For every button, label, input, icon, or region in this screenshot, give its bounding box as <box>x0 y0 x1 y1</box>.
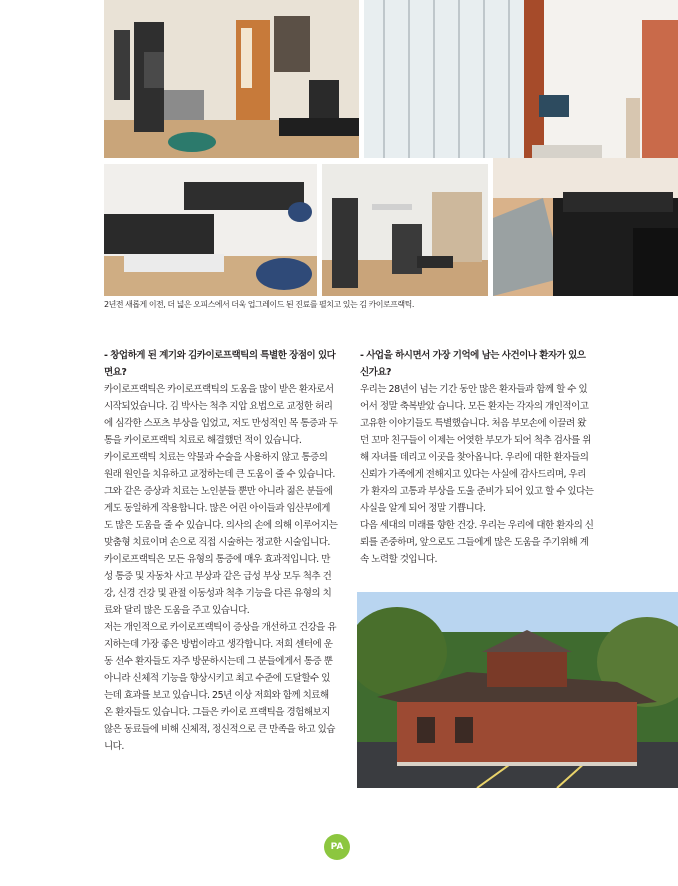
photo-lobby <box>364 0 678 158</box>
answer-paragraph: 저는 개인적으로 카이로프랙틱이 증상을 개선하고 건강을 유지하는데 가장 좋은 방법이라고 생각합니다. 저희 센터에 운동 선수 환자들도 자주 방문하시는데 그 분들에게서 통증 뿐 아니라 신체적 기능을 향상시키고 최고 수준에 도달할수 있는데 효과를 보고 있습니다. 25년 이상 저희와 함께 치료해 온 환자들도 있습니다. 그들은 카이로 프랙틱을 경험해보지 않은 동료들에 비해 신체적, 정신적으로 큰 만족을 하고 있습니다. <box>104 622 337 752</box>
article-column-left <box>104 347 338 755</box>
page-badge: PA <box>324 834 350 860</box>
photo-exercise-room <box>322 164 488 296</box>
answer-paragraph: 카이로프랙틱은 모든 유형의 통증에 매우 효과적입니다. 만성 통증 및 자동차 사고 부상과 같은 급성 부상 모두 척추 건강, 신경 건강 및 관절 이동성과 척추 기능을 다른 유형의 치료와 달리 많은 도움을 주고 있습니다. <box>104 554 332 616</box>
interview-question: - 창업하게 된 계기와 김카이로프랙틱의 특별한 장점이 있다면요? <box>104 350 336 378</box>
photo-building-exterior <box>357 592 678 788</box>
answer-paragraph: 다음 세대의 미래를 향한 건강. 우리는 우리에 대한 환자의 신뢰를 존중하며, 앞으로도 그들에게 많은 도움을 주기위해 계속 노력할 것입니다. <box>360 520 594 565</box>
photo-caption: 2년전 새롭게 이전, 더 넓은 오피스에서 더욱 업그레이드 된 진료를 펼치고 있는 김 카이로프랙틱. <box>104 300 414 309</box>
answer-paragraph: 카이로프랙틱은 카이로프랙틱의 도움을 많이 받은 환자로서 시작되었습니다. 김 박사는 척추 지압 요법으로 교정한 허리에 심각한 스포츠 부상을 입었고, 저도 만성적인 목 통증과 두통을 카이로프랙틱 치료로 해결했던 적이 있습니다. <box>104 384 338 446</box>
article-column-right <box>360 347 594 568</box>
interview-question: - 사업을 하시면서 가장 기억에 남는 사건이나 환자가 있으신가요? <box>360 350 586 378</box>
photo-treatment-room <box>104 0 359 158</box>
photo-adjustment-tables <box>104 164 317 296</box>
answer-paragraph: 카이로프랙틱 치료는 약물과 수술을 사용하지 않고 통증의 원래 원인을 치유하고 교정하는데 큰 도움이 줄 수 있습니다. 그와 같은 증상과 치료는 노인분들 뿐만 아니라 젊은 분들에게도 동일하게 작용합니다. 많은 어린 아이들과 임산부에게도 많은 도움을 줄 수 있습니다. 의사의 손에 의해 이루어지는 맞춤형 치료이며 손으로 직접 시술하는 정교한 시술입니다. <box>104 452 338 548</box>
photo-waiting-area <box>493 158 678 296</box>
answer-paragraph: 우리는 28년이 넘는 기간 동안 많은 환자들과 함께 할 수 있어서 정말 축복받았 습니다. 모든 환자는 각자의 개인적이고 고유한 이야기들도 특별했습니다. 처음 부모손에 이끌려 왔던 꼬마 친구들이 이제는 어엿한 부모가 되어 척추 검사를 위해 자녀를 데리고 이곳을 찾아옵니다. 우리에 대한 환자들의 신뢰가 가족에게 전해지고 있다는 사실에 감사드리며, 우리가 환자의 고통과 부상을 도울 준비가 되어 있고 할 수 있다는 사실을 알게 되어 정말 기쁩니다. <box>360 384 594 514</box>
